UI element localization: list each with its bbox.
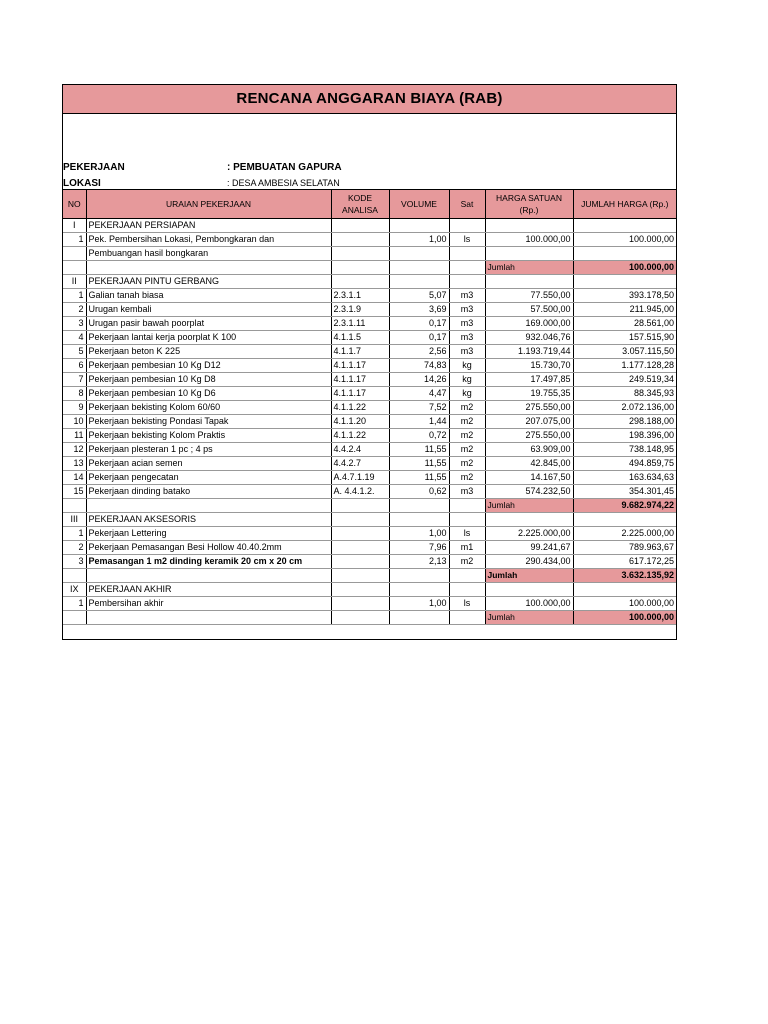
table-row: [63, 485, 676, 499]
item-desc: Pekerjaan bekisting Pondasi Tapak: [86, 415, 331, 429]
lokasi-value: : DESA AMBESIA SELATAN: [227, 178, 340, 188]
table-row: [63, 597, 676, 611]
item-harga: [485, 247, 573, 261]
item-desc: Pembersihan akhir: [86, 597, 331, 611]
item-harga: 42.845,00: [485, 457, 573, 471]
item-jumlah: 198.396,00: [573, 429, 676, 443]
item-jumlah: 354.301,45: [573, 485, 676, 499]
item-jumlah: [573, 247, 676, 261]
table-row: [63, 345, 676, 359]
item-kode: 4.1.1.7: [331, 345, 389, 359]
item-sat: m3: [449, 485, 485, 499]
empty-cell: [485, 219, 573, 233]
item-kode: 2.3.1.11: [331, 317, 389, 331]
item-desc: Urugan kembali: [86, 303, 331, 317]
item-no: 1: [63, 233, 86, 247]
empty-cell: [331, 499, 389, 513]
item-no: 4: [63, 331, 86, 345]
item-no: 1: [63, 289, 86, 303]
empty-cell: [485, 583, 573, 597]
item-jumlah: 211.945,00: [573, 303, 676, 317]
section-header: [63, 513, 676, 527]
header-volume: VOLUME: [389, 190, 449, 219]
item-volume: 14,26: [389, 373, 449, 387]
empty-cell: [389, 569, 449, 583]
item-sat: ls: [449, 527, 485, 541]
empty-cell: [485, 625, 573, 640]
item-harga: 15.730,70: [485, 359, 573, 373]
item-harga: 14.167,50: [485, 471, 573, 485]
item-desc: Galian tanah biasa: [86, 289, 331, 303]
table-row: [63, 457, 676, 471]
item-jumlah: 249.519,34: [573, 373, 676, 387]
item-volume: 1,00: [389, 527, 449, 541]
item-sat: m3: [449, 289, 485, 303]
table-row: [63, 387, 676, 401]
table-row: [63, 373, 676, 387]
empty-cell: [331, 219, 389, 233]
table-row: [63, 415, 676, 429]
item-no: 2: [63, 541, 86, 555]
item-kode: [331, 597, 389, 611]
section-total: 100.000,00: [573, 611, 676, 625]
item-kode: A. 4.4.1.2.: [331, 485, 389, 499]
item-volume: [389, 247, 449, 261]
item-kode: [331, 247, 389, 261]
empty-cell: [449, 275, 485, 289]
item-jumlah: 2.225.000,00: [573, 527, 676, 541]
empty-cell: [389, 583, 449, 597]
empty-cell: [573, 583, 676, 597]
item-desc: Pekerjaan acian semen: [86, 457, 331, 471]
item-kode: [331, 527, 389, 541]
pekerjaan-value: : PEMBUATAN GAPURA: [227, 162, 342, 173]
item-harga: 207.075,00: [485, 415, 573, 429]
empty-cell: [449, 625, 485, 640]
table-row: [63, 527, 676, 541]
table-row: [63, 443, 676, 457]
item-sat: m3: [449, 331, 485, 345]
item-kode: 4.1.1.17: [331, 387, 389, 401]
item-no: 14: [63, 471, 86, 485]
section-no: II: [63, 275, 86, 289]
item-kode: 2.3.1.1: [331, 289, 389, 303]
item-volume: 0,17: [389, 317, 449, 331]
item-kode: [331, 555, 389, 569]
header-jumlah: JUMLAH HARGA (Rp.): [573, 190, 676, 219]
empty-cell: [389, 275, 449, 289]
section-total-row: [63, 569, 676, 583]
empty-cell: [389, 625, 449, 640]
item-no: 6: [63, 359, 86, 373]
item-harga: 63.909,00: [485, 443, 573, 457]
empty-cell: [63, 261, 86, 275]
item-volume: 1,44: [389, 415, 449, 429]
item-jumlah: 738.148,95: [573, 443, 676, 457]
sheet-title: RENCANA ANGGARAN BIAYA (RAB): [63, 85, 676, 114]
table-header: [63, 190, 676, 219]
section-name: PEKERJAAN AKHIR: [86, 583, 331, 597]
empty-cell: [389, 219, 449, 233]
item-kode: A.4.7.1.19: [331, 471, 389, 485]
lokasi-label: LOKASI: [63, 178, 101, 189]
item-desc: Pekerjaan plesteran 1 pc ; 4 ps: [86, 443, 331, 457]
empty-cell: [449, 611, 485, 625]
item-jumlah: 1.177.128,28: [573, 359, 676, 373]
item-jumlah: 393.178,50: [573, 289, 676, 303]
item-desc: Pekerjaan pembesian 10 Kg D12: [86, 359, 331, 373]
item-kode: 4.4.2.7: [331, 457, 389, 471]
section-header: [63, 275, 676, 289]
item-jumlah: 163.634,63: [573, 471, 676, 485]
item-harga: 57.500,00: [485, 303, 573, 317]
item-harga: 290.434,00: [485, 555, 573, 569]
item-volume: 11,55: [389, 457, 449, 471]
item-volume: 11,55: [389, 471, 449, 485]
item-kode: 4.1.1.22: [331, 429, 389, 443]
empty-cell: [449, 261, 485, 275]
jumlah-label: Jumlah: [485, 569, 573, 583]
item-kode: [331, 541, 389, 555]
item-no: 1: [63, 527, 86, 541]
item-desc: Pekerjaan bekisting Kolom 60/60: [86, 401, 331, 415]
item-kode: [331, 233, 389, 247]
item-kode: 4.1.1.22: [331, 401, 389, 415]
item-no: 3: [63, 555, 86, 569]
item-volume: 11,55: [389, 443, 449, 457]
item-jumlah: 298.188,00: [573, 415, 676, 429]
item-kode: 4.1.1.20: [331, 415, 389, 429]
empty-cell: [63, 625, 86, 640]
section-no: IX: [63, 583, 86, 597]
item-no: 3: [63, 317, 86, 331]
item-volume: 5,07: [389, 289, 449, 303]
empty-cell: [331, 513, 389, 527]
item-sat: m2: [449, 415, 485, 429]
item-volume: 2,56: [389, 345, 449, 359]
empty-cell: [63, 569, 86, 583]
jumlah-label: Jumlah: [485, 499, 573, 513]
item-volume: 0,17: [389, 331, 449, 345]
empty-cell: [573, 513, 676, 527]
table-row: [63, 429, 676, 443]
section-name: PEKERJAAN AKSESORIS: [86, 513, 331, 527]
item-jumlah: 157.515,90: [573, 331, 676, 345]
empty-cell: [331, 275, 389, 289]
item-no: 9: [63, 401, 86, 415]
section-no: I: [63, 219, 86, 233]
item-harga: 574.232,50: [485, 485, 573, 499]
empty-cell: [331, 611, 389, 625]
item-harga: 2.225.000,00: [485, 527, 573, 541]
empty-cell: [86, 611, 331, 625]
table-body: [63, 219, 676, 640]
empty-cell: [573, 625, 676, 640]
item-harga: 275.550,00: [485, 401, 573, 415]
item-harga: 100.000,00: [485, 597, 573, 611]
item-desc: Pek. Pembersihan Lokasi, Pembongkaran dan: [86, 233, 331, 247]
section-total: 3.632.135,92: [573, 569, 676, 583]
table-row: [63, 233, 676, 247]
item-sat: [449, 247, 485, 261]
pekerjaan-label: PEKERJAAN: [63, 162, 125, 173]
item-no: 13: [63, 457, 86, 471]
empty-cell: [63, 499, 86, 513]
section-header: [63, 583, 676, 597]
item-volume: 1,00: [389, 597, 449, 611]
item-kode: 4.1.1.5: [331, 331, 389, 345]
item-sat: m2: [449, 401, 485, 415]
empty-cell: [573, 219, 676, 233]
section-total-row: [63, 261, 676, 275]
item-jumlah: 28.561,00: [573, 317, 676, 331]
item-desc: Pekerjaan pengecatan: [86, 471, 331, 485]
item-no: 5: [63, 345, 86, 359]
item-jumlah: 100.000,00: [573, 233, 676, 247]
header-uraian: URAIAN PEKERJAAN: [86, 190, 331, 219]
item-no: 15: [63, 485, 86, 499]
section-name: PEKERJAAN PERSIAPAN: [86, 219, 331, 233]
header-no: NO: [63, 190, 86, 219]
item-sat: kg: [449, 359, 485, 373]
section-no: III: [63, 513, 86, 527]
item-kode: 4.4.2.4: [331, 443, 389, 457]
item-desc: Pembuangan hasil bongkaran: [86, 247, 331, 261]
section-total-row: [63, 611, 676, 625]
empty-cell: [86, 261, 331, 275]
item-desc: Urugan pasir bawah poorplat: [86, 317, 331, 331]
item-no: 1: [63, 597, 86, 611]
item-sat: m2: [449, 443, 485, 457]
empty-cell: [485, 275, 573, 289]
item-kode: 4.1.1.17: [331, 359, 389, 373]
item-harga: 100.000,00: [485, 233, 573, 247]
item-sat: m2: [449, 457, 485, 471]
item-harga: 932.046,76: [485, 331, 573, 345]
item-sat: m3: [449, 317, 485, 331]
item-volume: 3,69: [389, 303, 449, 317]
item-sat: ls: [449, 233, 485, 247]
item-sat: ls: [449, 597, 485, 611]
item-no: 11: [63, 429, 86, 443]
item-no: 10: [63, 415, 86, 429]
item-kode: 4.1.1.17: [331, 373, 389, 387]
empty-cell: [63, 611, 86, 625]
item-no: 2: [63, 303, 86, 317]
section-header: [63, 219, 676, 233]
item-jumlah: 100.000,00: [573, 597, 676, 611]
empty-cell: [485, 513, 573, 527]
item-sat: kg: [449, 387, 485, 401]
item-jumlah: 88.345,93: [573, 387, 676, 401]
item-desc: Pekerjaan pembesian 10 Kg D6: [86, 387, 331, 401]
empty-cell: [449, 583, 485, 597]
item-no: 12: [63, 443, 86, 457]
item-volume: 2,13: [389, 555, 449, 569]
jumlah-label: Jumlah: [485, 611, 573, 625]
empty-cell: [389, 261, 449, 275]
empty-cell: [449, 513, 485, 527]
empty-cell: [573, 275, 676, 289]
item-desc: Pemasangan 1 m2 dinding keramik 20 cm x 20 cm: [86, 555, 331, 569]
table-row: [63, 401, 676, 415]
item-volume: 7,96: [389, 541, 449, 555]
project-info: [63, 114, 676, 190]
empty-cell: [449, 219, 485, 233]
table-row: [63, 331, 676, 345]
table-row: [63, 303, 676, 317]
item-sat: m2: [449, 471, 485, 485]
header-harga: HARGA SATUAN (Rp.): [485, 190, 573, 219]
item-desc: Pekerjaan beton K 225: [86, 345, 331, 359]
section-total: 9.682.974,22: [573, 499, 676, 513]
item-desc: Pekerjaan lantai kerja poorplat K 100: [86, 331, 331, 345]
empty-cell: [389, 611, 449, 625]
table-row: [63, 359, 676, 373]
item-jumlah: 494.859,75: [573, 457, 676, 471]
rab-table: [63, 190, 676, 639]
table-row: [63, 317, 676, 331]
section-total-row: [63, 499, 676, 513]
rab-sheet: [62, 84, 677, 640]
empty-cell: [86, 499, 331, 513]
empty-cell: [86, 625, 331, 640]
item-jumlah: 3.057.115,50: [573, 345, 676, 359]
item-harga: 77.550,00: [485, 289, 573, 303]
item-desc: Pekerjaan pembesian 10 Kg D8: [86, 373, 331, 387]
item-sat: kg: [449, 373, 485, 387]
empty-cell: [331, 625, 389, 640]
item-sat: m3: [449, 345, 485, 359]
item-harga: 1.193.719,44: [485, 345, 573, 359]
item-harga: 169.000,00: [485, 317, 573, 331]
table-row: [63, 541, 676, 555]
header-sat: Sat: [449, 190, 485, 219]
header-kode: KODE ANALISA: [331, 190, 389, 219]
item-no: 8: [63, 387, 86, 401]
table-row: [63, 555, 676, 569]
item-kode: 2.3.1.9: [331, 303, 389, 317]
empty-cell: [449, 569, 485, 583]
item-volume: 0,62: [389, 485, 449, 499]
item-desc: Pekerjaan Pemasangan Besi Hollow 40.40.2mm: [86, 541, 331, 555]
item-volume: 74,83: [389, 359, 449, 373]
table-row: [63, 247, 676, 261]
item-sat: m1: [449, 541, 485, 555]
table-row: [63, 289, 676, 303]
empty-cell: [331, 261, 389, 275]
item-volume: 4,47: [389, 387, 449, 401]
item-no: 7: [63, 373, 86, 387]
empty-cell: [331, 583, 389, 597]
item-desc: Pekerjaan dinding batako: [86, 485, 331, 499]
item-no: [63, 247, 86, 261]
item-desc: Pekerjaan Lettering: [86, 527, 331, 541]
item-jumlah: 789.963,67: [573, 541, 676, 555]
empty-cell: [389, 513, 449, 527]
item-sat: m2: [449, 429, 485, 443]
empty-cell: [331, 569, 389, 583]
item-sat: m3: [449, 303, 485, 317]
item-volume: 1,00: [389, 233, 449, 247]
item-jumlah: 617.172,25: [573, 555, 676, 569]
item-desc: Pekerjaan bekisting Kolom Praktis: [86, 429, 331, 443]
table-row: [63, 471, 676, 485]
jumlah-label: Jumlah: [485, 261, 573, 275]
item-harga: 17.497,85: [485, 373, 573, 387]
item-volume: 7,52: [389, 401, 449, 415]
item-harga: 275.550,00: [485, 429, 573, 443]
empty-cell: [389, 499, 449, 513]
table-end-row: [63, 625, 676, 640]
item-harga: 99.241,67: [485, 541, 573, 555]
item-jumlah: 2.072.136,00: [573, 401, 676, 415]
item-sat: m2: [449, 555, 485, 569]
empty-cell: [86, 569, 331, 583]
empty-cell: [449, 499, 485, 513]
section-total: 100.000,00: [573, 261, 676, 275]
item-harga: 19.755,35: [485, 387, 573, 401]
item-volume: 0,72: [389, 429, 449, 443]
section-name: PEKERJAAN PINTU GERBANG: [86, 275, 331, 289]
